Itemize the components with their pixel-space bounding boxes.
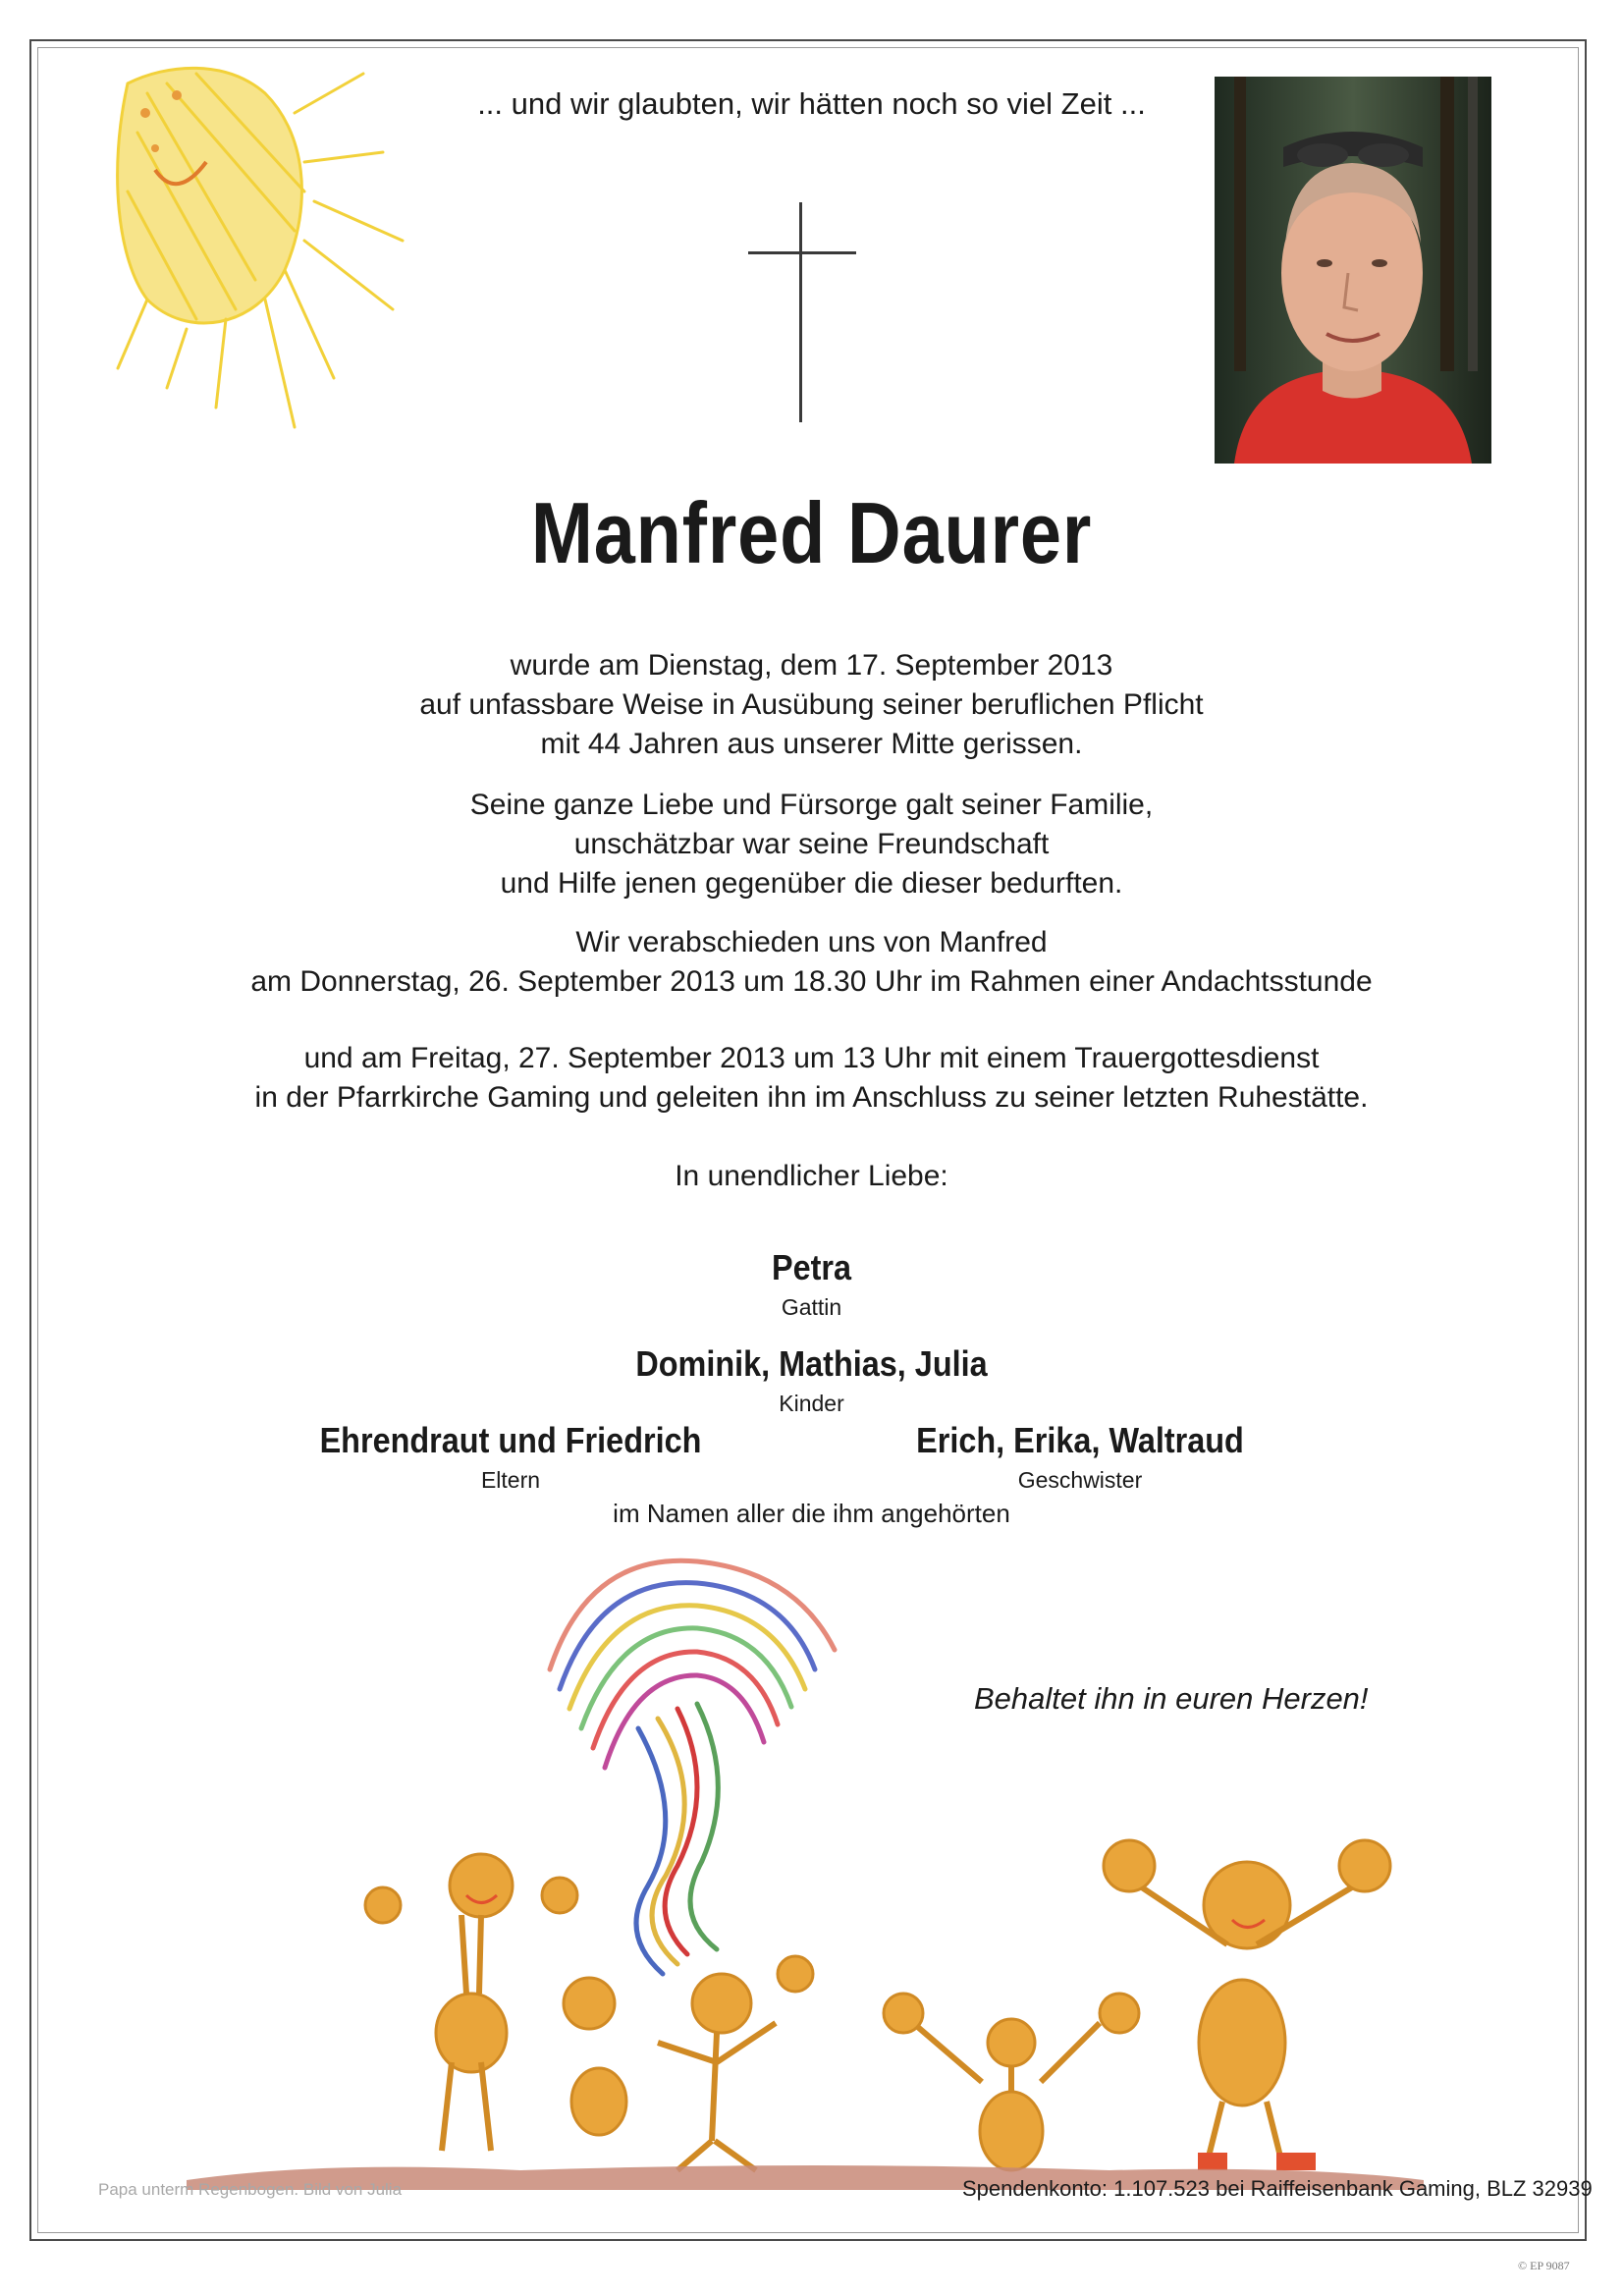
siblings-names: Erich, Erika, Waltraud [916, 1420, 1244, 1460]
text-line: mit 44 Jahren aus unserer Mitte gerissen. [540, 728, 1083, 760]
text-line: wurde am Dienstag, dem 17. September 2013 [510, 649, 1113, 682]
family-rainbow-drawing [128, 1532, 1483, 2190]
children-relation: Kinder [779, 1391, 844, 1416]
portrait-photo [1215, 77, 1491, 464]
text-line: und Hilfe jenen gegenüber die dieser bedurften. [500, 867, 1123, 900]
mourners-intro: In unendlicher Liebe: [675, 1160, 948, 1192]
cross-icon [748, 202, 856, 422]
deceased-name: Manfred Daurer [530, 484, 1093, 581]
spouse-name: Petra [771, 1247, 852, 1287]
paragraph-funeral [0, 1039, 1623, 1118]
text-line: und am Freitag, 27. September 2013 um 13 Uhr mit einem Trauergottesdienst [303, 1042, 1320, 1074]
motto: ... und wir glaubten, wir hätten noch so viel Zeit ... [477, 86, 1146, 121]
drawing-caption: Papa unterm Regenbogen. Bild von Julia [98, 2180, 403, 2199]
siblings-relation: Geschwister [1017, 1467, 1143, 1493]
spouse-relation: Gattin [781, 1294, 842, 1320]
text-line: Seine ganze Liebe und Fürsorge galt seiner Familie, [469, 789, 1154, 821]
all-relatives-note: im Namen aller die ihm angehörten [613, 1499, 1010, 1528]
text-line: unschätzbar war seine Freundschaft [573, 828, 1050, 860]
text-line: auf unfassbare Weise in Ausübung seiner beruflichen Pflicht [419, 688, 1204, 721]
text-line: in der Pfarrkirche Gaming und geleiten ihn im Anschluss zu seiner letzten Ruhestätte. [254, 1081, 1369, 1114]
paragraph-tribute [0, 786, 1623, 903]
closing-line: Behaltet ihn in euren Herzen! [974, 1681, 1369, 1716]
children-names: Dominik, Mathias, Julia [635, 1343, 988, 1384]
footer-code: © EP 9087 [1518, 2259, 1570, 2272]
parents-relation: Eltern [480, 1467, 541, 1493]
paragraph-vigil [0, 923, 1623, 1002]
donation-account: Spendenkonto: 1.107.523 bei Raiffeisenbank Gaming, BLZ 32939 [962, 2176, 1593, 2201]
text-line: Wir verabschieden uns von Manfred [575, 926, 1048, 958]
text-line: am Donnerstag, 26. September 2013 um 18.30 Uhr im Rahmen einer Andachtsstunde [250, 965, 1373, 998]
parents-names: Ehrendraut und Friedrich [319, 1420, 702, 1460]
paragraph-death-notice [0, 646, 1623, 764]
